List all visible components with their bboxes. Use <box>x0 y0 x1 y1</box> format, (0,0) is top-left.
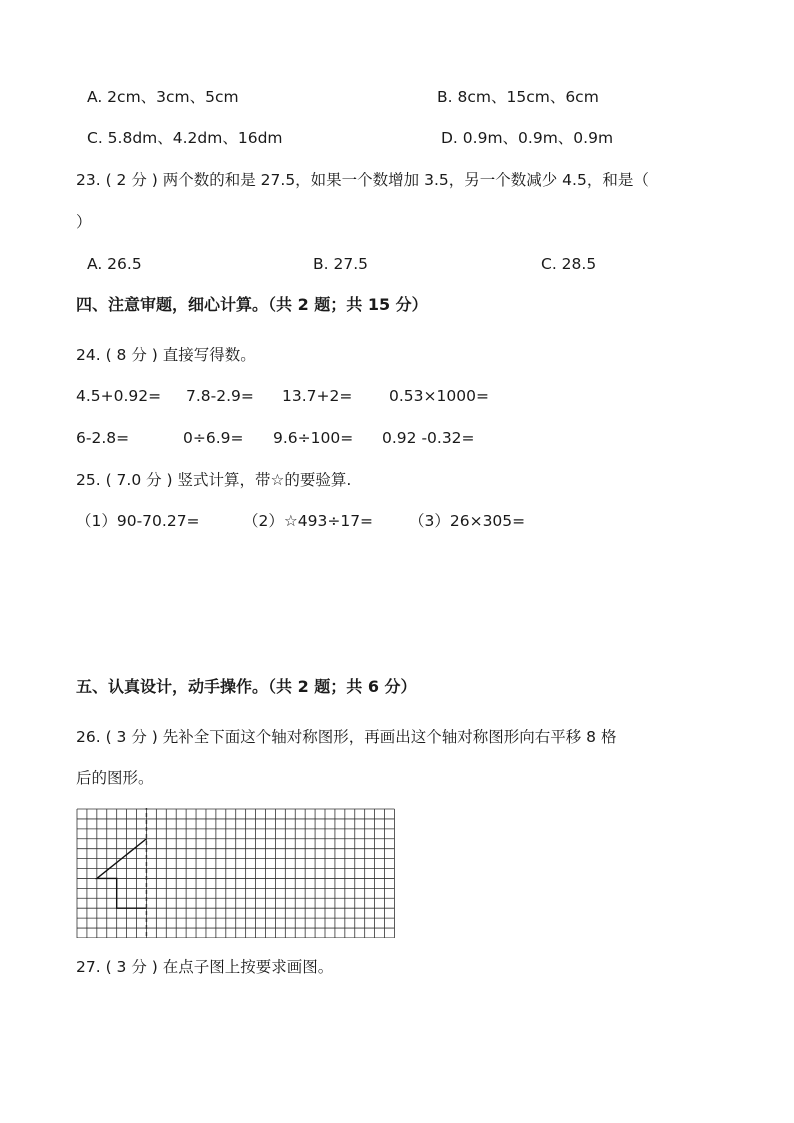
q24-expr: 13.7+2= <box>282 387 353 405</box>
q23-option-c: C. 28.5 <box>541 255 597 273</box>
q24-expr: 0.53×1000= <box>389 387 489 405</box>
q24-expr: 4.5+0.92= <box>76 387 162 405</box>
q23-option-a: A. 26.5 <box>87 255 142 273</box>
q23-stem-line1: 23. ( 2 分 ) 两个数的和是 27.5，如果一个数增加 3.5，另一个数减少 4.5，和是（ <box>76 171 649 189</box>
q24-expr: 9.6÷100= <box>273 429 354 447</box>
section4-title: 四、注意审题，细心计算。（共 2 题；共 15 分） <box>76 295 428 314</box>
section5-title: 五、认真设计，动手操作。（共 2 题；共 6 分） <box>76 677 417 696</box>
q24-expr: 7.8-2.9= <box>186 387 254 405</box>
q23-stem-line2: ） <box>76 213 92 231</box>
q23-option-b: B. 27.5 <box>313 255 368 273</box>
q27-stem: 27. ( 3 分 ) 在点子图上按要求画图。 <box>76 958 334 976</box>
q24-expr: 0.92 -0.32= <box>382 429 475 447</box>
q24-expr: 0÷6.9= <box>183 429 244 447</box>
q26-stem-line2: 后的图形。 <box>76 769 154 787</box>
q25-stem: 25. ( 7.0 分 ) 竖式计算，带☆的要验算. <box>76 471 352 489</box>
q25-item: （1）90-70.27= <box>76 512 200 530</box>
q25-item: （2）☆493÷17= <box>243 512 374 530</box>
q22-option-d: D. 0.9m、0.9m、0.9m <box>441 129 614 147</box>
q22-option-b: B. 8cm、15cm、6cm <box>437 88 599 106</box>
q25-item: （3）26×305= <box>409 512 526 530</box>
q24-stem: 24. ( 8 分 ) 直接写得数。 <box>76 346 256 364</box>
half-shape-outline <box>97 839 147 908</box>
q24-expr: 6-2.8= <box>76 429 130 447</box>
q22-option-a: A. 2cm、3cm、5cm <box>87 88 239 106</box>
q22-option-c: C. 5.8dm、4.2dm、16dm <box>87 129 283 147</box>
q26-stem-line1: 26. ( 3 分 ) 先补全下面这个轴对称图形，再画出这个轴对称图形向右平移 8 格 <box>76 728 617 746</box>
grid-figure[interactable] <box>76 808 396 938</box>
